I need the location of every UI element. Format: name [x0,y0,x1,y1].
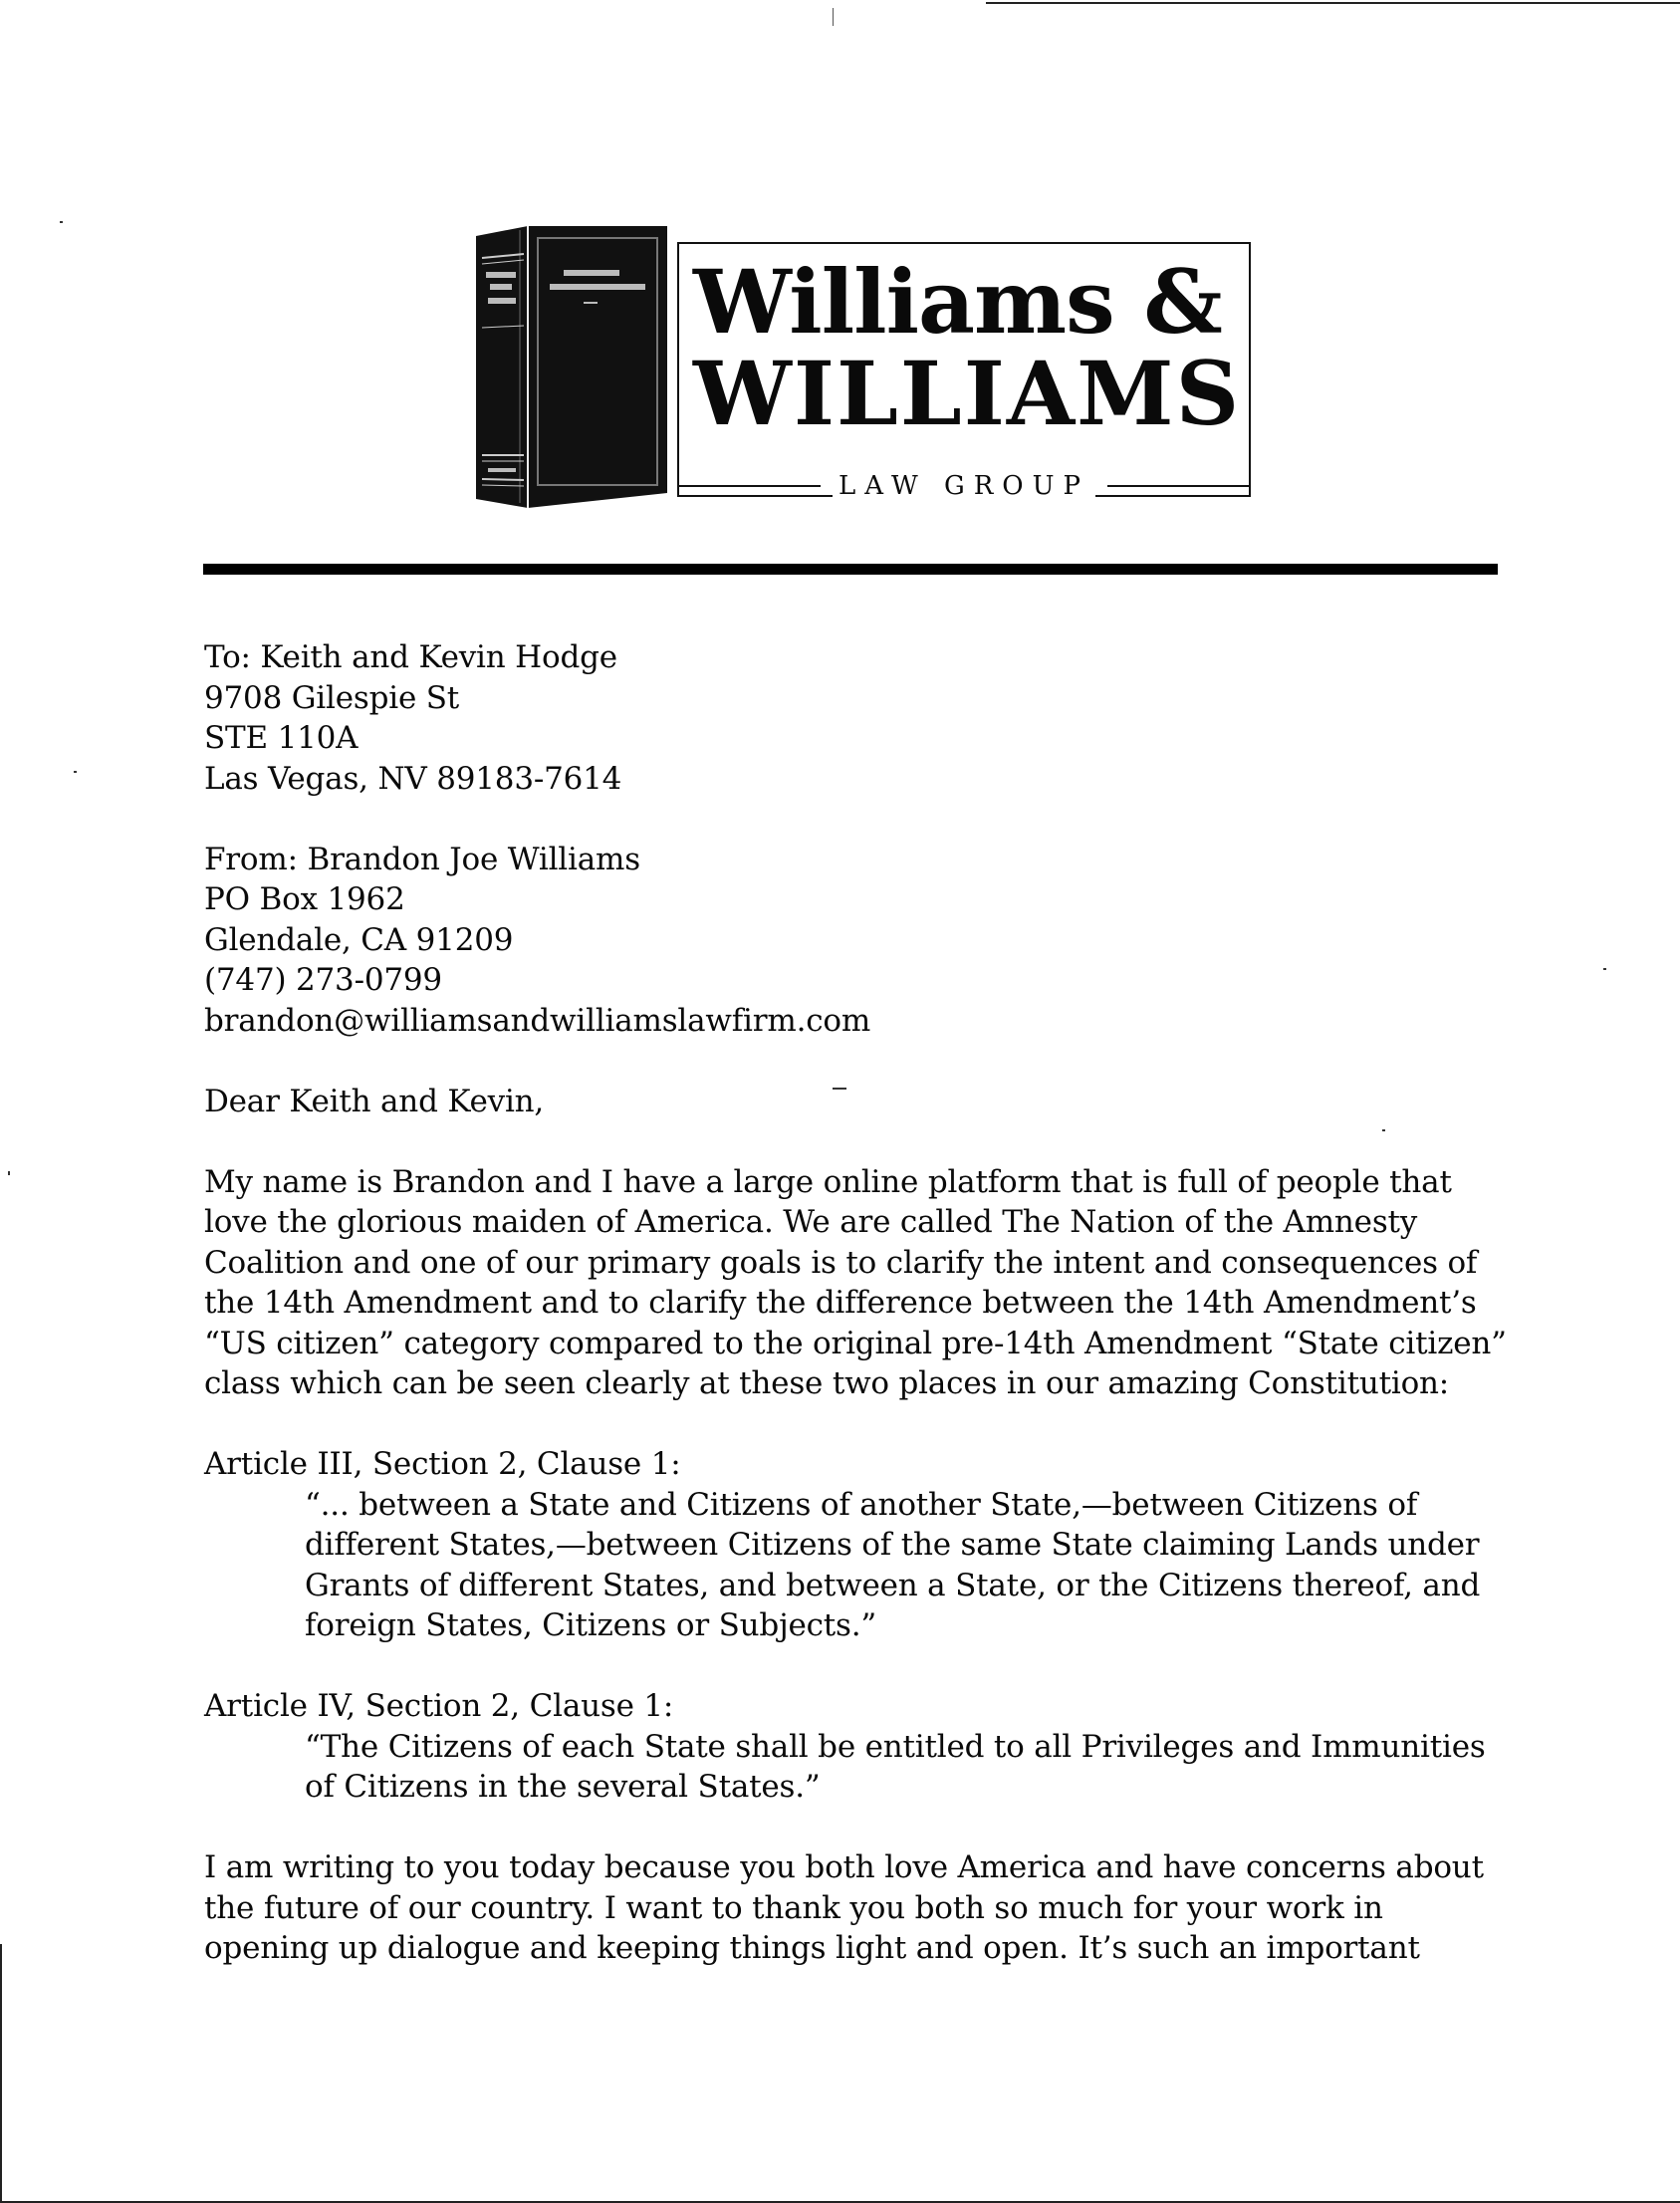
spacer [204,1121,1509,1162]
citation-article-iv [204,1686,1509,1808]
paragraph-line: the future of our country. I want to thank you both so much for your work in [204,1889,1383,1926]
paragraph-line: I am writing to you today because you both love America and have concerns about [204,1849,1484,1885]
subtitle-rule-right [1107,485,1251,487]
citation-quote-line: different States,—between Citizens of the same State claiming Lands under [305,1527,1480,1563]
sender-email: brandon@williamsandwilliamslawfirm.com [204,1002,871,1039]
firm-subtitle-row [677,466,1251,506]
citation-heading: Article IV, Section 2, Clause 1: [204,1688,674,1724]
sender-phone: (747) 273-0799 [204,962,442,998]
spacer [204,1404,1509,1445]
paragraph-line: opening up dialogue and keeping things light and open. It’s such an important [204,1930,1420,1966]
recipient-line: STE 110A [204,720,359,756]
scan-speck [1603,968,1606,970]
recipient-address [204,637,1509,799]
letter-body [204,637,1509,1969]
sender-line: From: Brandon Joe Williams [204,841,640,877]
scan-speck [60,221,63,223]
paragraph-line: class which can be seen clearly at these two places in our amazing Constitution: [204,1365,1450,1401]
sender-address [204,840,1509,1042]
scan-speck [74,771,77,773]
salutation [204,1082,1509,1122]
paragraph-line: Coalition and one of our primary goals is to clarify the intent and consequences of [204,1244,1478,1281]
letterhead-divider [203,564,1498,575]
subtitle-rule-left [677,485,821,487]
citation-quote-line: foreign States, Citizens or Subjects.” [305,1607,877,1643]
spacer [204,799,1509,840]
citation-quote-line: Grants of different States, and between a State, or the Citizens thereof, and [305,1567,1481,1603]
citation-quote-line: “... between a State and Citizens of another State,—between Citizens of [305,1486,1418,1523]
recipient-line: Las Vegas, NV 89183-7614 [204,760,622,797]
citation-quote-line: “The Citizens of each State shall be entitled to all Privileges and Immunities [305,1728,1486,1765]
recipient-line: 9708 Gilespie St [204,679,460,716]
scan-mark [833,8,834,26]
citation-article-iii [204,1444,1509,1646]
salutation-text: Dear Keith and Kevin, [204,1083,545,1119]
paragraph-line: the 14th Amendment and to clarify the difference between the 14th Amendment’s [204,1285,1477,1321]
citation-heading: Article III, Section 2, Clause 1: [204,1446,681,1482]
paragraph-intro [204,1162,1509,1404]
law-book-icon [468,224,677,513]
spacer [204,1041,1509,1082]
recipient-line: To: Keith and Kevin Hodge [204,639,617,675]
sender-line: Glendale, CA 91209 [204,921,514,958]
paragraph-closing [204,1847,1509,1969]
paragraph-line: My name is Brandon and I have a large online platform that is full of people that [204,1163,1452,1200]
firm-subtitle: LAW GROUP [833,471,1095,501]
firm-name-line1: Williams & [693,250,1222,354]
scan-speck [8,1171,10,1175]
scan-edge-line [986,2,1680,4]
spacer [204,1808,1509,1848]
spacer [204,1646,1509,1687]
firm-name-line2: WILLIAMS [693,342,1242,445]
scan-edge-left [0,1944,2,2203]
paragraph-line: “US citizen” category compared to the original pre-14th Amendment “State citizen” [204,1325,1507,1361]
sender-line: PO Box 1962 [204,881,405,917]
firm-logo [468,224,1255,513]
paragraph-line: love the glorious maiden of America. We are called The Nation of the Amnesty [204,1204,1418,1240]
citation-quote-line: of Citizens in the several States.” [305,1769,821,1805]
